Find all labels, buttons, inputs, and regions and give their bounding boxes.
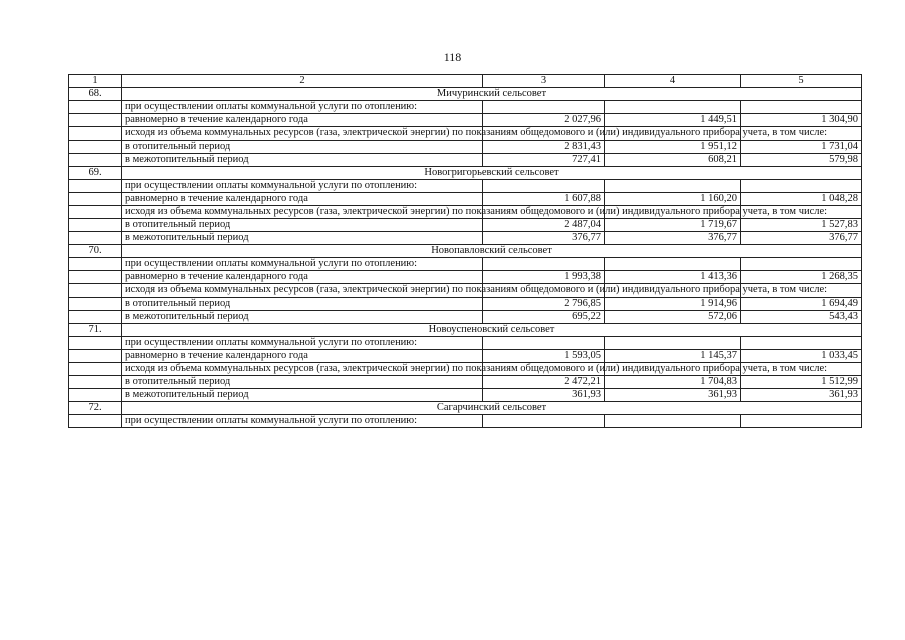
- row-label: равномерно в течение календарного года: [122, 192, 483, 205]
- value-col-5: 1 304,90: [741, 114, 862, 127]
- row-label: в отопительный период: [122, 140, 483, 153]
- value-col-3: 376,77: [483, 232, 605, 245]
- value-col-4: [605, 101, 741, 114]
- row-label: исходя из объема коммунальных ресурсов (газа, электрической энергии) по показаниям общедомового и (или) индивидуального прибора учета, в том числе:: [122, 205, 483, 219]
- table-row: [69, 310, 862, 323]
- value-col-3: 1 607,88: [483, 192, 605, 205]
- value-col-4: 572,06: [605, 310, 741, 323]
- row-label: при осуществлении оплаты коммунальной услуги по отоплению:: [122, 336, 483, 349]
- row-number-cell: [69, 219, 122, 232]
- value-col-5: [741, 336, 862, 349]
- value-col-3: [483, 258, 605, 271]
- row-label: в отопительный период: [122, 376, 483, 389]
- value-col-5: [741, 415, 862, 428]
- row-number-cell: [69, 101, 122, 114]
- value-col-4: 1 413,36: [605, 271, 741, 284]
- row-label: в межотопительный период: [122, 310, 483, 323]
- row-number-cell: [69, 140, 122, 153]
- row-label: при осуществлении оплаты коммунальной услуги по отоплению:: [122, 101, 483, 114]
- value-col-3: 2 027,96: [483, 114, 605, 127]
- value-col-4: [605, 179, 741, 192]
- table-row: [69, 232, 862, 245]
- section-name: Мичуринский сельсовет: [122, 88, 862, 101]
- value-col-3: 1 593,05: [483, 349, 605, 362]
- table-row: [69, 362, 862, 376]
- value-col-5: [741, 179, 862, 192]
- row-number-cell: [69, 349, 122, 362]
- table-row: [69, 389, 862, 402]
- value-col-5: 1 694,49: [741, 297, 862, 310]
- value-col-4: 1 449,51: [605, 114, 741, 127]
- tariff-table: [68, 74, 862, 428]
- value-col-3: 1 993,38: [483, 271, 605, 284]
- row-number-cell: [69, 310, 122, 323]
- value-col-4: 1 719,67: [605, 219, 741, 232]
- row-number-cell: [69, 153, 122, 166]
- value-col-5: 1 512,99: [741, 376, 862, 389]
- value-col-3: 2 472,21: [483, 376, 605, 389]
- row-number-cell: [69, 179, 122, 192]
- header-cell-2: 2: [122, 75, 483, 88]
- table-row: [69, 271, 862, 284]
- value-col-3: 361,93: [483, 389, 605, 402]
- value-col-4: 376,77: [605, 232, 741, 245]
- row-label: исходя из объема коммунальных ресурсов (газа, электрической энергии) по показаниям общедомового и (или) индивидуального прибора учета, в том числе:: [122, 362, 483, 376]
- header-cell-5: 5: [741, 75, 862, 88]
- value-col-4: [605, 258, 741, 271]
- section-number: 69.: [69, 166, 122, 179]
- value-col-4: 361,93: [605, 389, 741, 402]
- value-col-5: 579,98: [741, 153, 862, 166]
- table-row: [69, 127, 862, 141]
- value-col-3: 727,41: [483, 153, 605, 166]
- value-col-4: 608,21: [605, 153, 741, 166]
- table-row: [69, 376, 862, 389]
- value-col-4: 1 951,12: [605, 140, 741, 153]
- value-col-3: [483, 415, 605, 428]
- header-row: [69, 75, 862, 88]
- row-label: исходя из объема коммунальных ресурсов (газа, электрической энергии) по показаниям общедомового и (или) индивидуального прибора учета, в том числе:: [122, 284, 483, 298]
- value-col-5: 1 268,35: [741, 271, 862, 284]
- row-number-cell: [69, 389, 122, 402]
- table-row: [69, 192, 862, 205]
- value-col-5: 543,43: [741, 310, 862, 323]
- section-header-row: [69, 88, 862, 101]
- value-col-5: 1 731,04: [741, 140, 862, 153]
- value-col-3: 2 487,04: [483, 219, 605, 232]
- value-col-5: 361,93: [741, 389, 862, 402]
- row-number-cell: [69, 127, 122, 141]
- table-row: [69, 284, 862, 298]
- value-col-4: [605, 336, 741, 349]
- value-col-5: 376,77: [741, 232, 862, 245]
- table-row: [69, 297, 862, 310]
- section-header-row: [69, 323, 862, 336]
- value-col-5: 1 048,28: [741, 192, 862, 205]
- value-col-3: [483, 336, 605, 349]
- row-number-cell: [69, 114, 122, 127]
- row-number-cell: [69, 232, 122, 245]
- header-cell-4: 4: [605, 75, 741, 88]
- row-label: в межотопительный период: [122, 389, 483, 402]
- row-number-cell: [69, 271, 122, 284]
- value-col-5: [741, 101, 862, 114]
- value-col-3: 2 796,85: [483, 297, 605, 310]
- value-col-4: [605, 415, 741, 428]
- section-number: 68.: [69, 88, 122, 101]
- row-number-cell: [69, 258, 122, 271]
- row-number-cell: [69, 192, 122, 205]
- row-number-cell: [69, 284, 122, 298]
- row-number-cell: [69, 336, 122, 349]
- value-col-4: 1 704,83: [605, 376, 741, 389]
- value-col-4: 1 145,37: [605, 349, 741, 362]
- table-row: [69, 101, 862, 114]
- row-label: при осуществлении оплаты коммунальной услуги по отоплению:: [122, 258, 483, 271]
- value-col-3: [483, 179, 605, 192]
- table-row: [69, 349, 862, 362]
- row-label: равномерно в течение календарного года: [122, 114, 483, 127]
- table-row: [69, 153, 862, 166]
- row-number-cell: [69, 362, 122, 376]
- section-name: Новопавловский сельсовет: [122, 245, 862, 258]
- section-number: 71.: [69, 323, 122, 336]
- value-col-5: 1 033,45: [741, 349, 862, 362]
- header-cell-1: 1: [69, 75, 122, 88]
- table-row: [69, 258, 862, 271]
- table-row: [69, 336, 862, 349]
- row-label: в межотопительный период: [122, 153, 483, 166]
- row-label: равномерно в течение календарного года: [122, 349, 483, 362]
- section-name: Сагарчинский сельсовет: [122, 402, 862, 415]
- row-number-cell: [69, 415, 122, 428]
- section-name: Новогригорьевский сельсовет: [122, 166, 862, 179]
- section-header-row: [69, 402, 862, 415]
- section-name: Новоуспеновский сельсовет: [122, 323, 862, 336]
- row-number-cell: [69, 205, 122, 219]
- value-col-5: [741, 258, 862, 271]
- value-col-5: 1 527,83: [741, 219, 862, 232]
- row-number-cell: [69, 297, 122, 310]
- value-col-3: [483, 101, 605, 114]
- section-number: 70.: [69, 245, 122, 258]
- value-col-3: 2 831,43: [483, 140, 605, 153]
- row-label: при осуществлении оплаты коммунальной услуги по отоплению:: [122, 179, 483, 192]
- table-row: [69, 415, 862, 428]
- row-label: при осуществлении оплаты коммунальной услуги по отоплению:: [122, 415, 483, 428]
- row-number-cell: [69, 376, 122, 389]
- table-row: [69, 140, 862, 153]
- table-row: [69, 219, 862, 232]
- section-header-row: [69, 245, 862, 258]
- section-header-row: [69, 166, 862, 179]
- table-row: [69, 114, 862, 127]
- row-label: в отопительный период: [122, 219, 483, 232]
- value-col-3: 695,22: [483, 310, 605, 323]
- row-label: в межотопительный период: [122, 232, 483, 245]
- table-row: [69, 179, 862, 192]
- section-number: 72.: [69, 402, 122, 415]
- table-row: [69, 205, 862, 219]
- page-number: 118: [443, 50, 462, 64]
- row-label: в отопительный период: [122, 297, 483, 310]
- value-col-4: 1 160,20: [605, 192, 741, 205]
- row-label: равномерно в течение календарного года: [122, 271, 483, 284]
- header-cell-3: 3: [483, 75, 605, 88]
- value-col-4: 1 914,96: [605, 297, 741, 310]
- row-label: исходя из объема коммунальных ресурсов (газа, электрической энергии) по показаниям общедомового и (или) индивидуального прибора учета, в том числе:: [122, 127, 483, 141]
